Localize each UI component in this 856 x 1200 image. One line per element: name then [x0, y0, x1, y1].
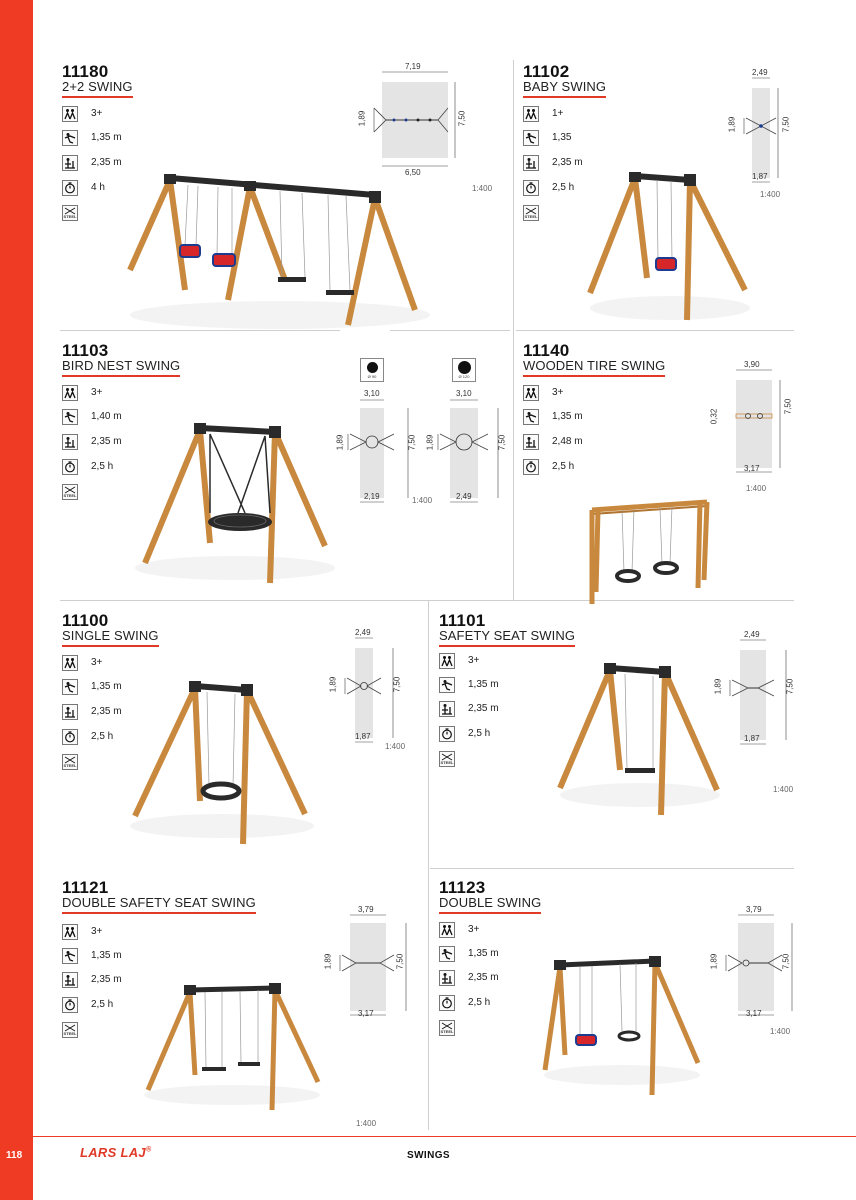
spec-installation-time-value: 2,5 h [552, 461, 575, 472]
section-title: SWINGS [407, 1150, 450, 1161]
age-icon [439, 653, 455, 669]
spec-safety-zone-value: 2,35 m [91, 436, 122, 447]
age-icon [523, 106, 539, 122]
plan-scale: 1:400 [770, 1027, 791, 1036]
divider-vertical-bottom [428, 600, 429, 1130]
fall-height-icon [62, 130, 78, 146]
plan-top-dimension: 2,49 [744, 630, 760, 639]
age-icon [439, 922, 455, 938]
spec-fall-height-value: 1,35 m [91, 132, 122, 143]
plan-right-dimension: 7,50 [457, 110, 467, 127]
safety-zone-icon [523, 434, 539, 450]
divider-vertical-top [513, 60, 514, 600]
plan-left-dimension: 1,89 [709, 953, 719, 970]
plan-lines [328, 905, 428, 1040]
product-name: SINGLE SWING [62, 628, 159, 647]
plan-lines [712, 360, 802, 495]
brand-logo-mark: ® [145, 1146, 152, 1154]
plan-diagram-11103-b [425, 358, 510, 508]
plan-bottom-dimension: 3,17 [746, 1009, 762, 1018]
plan-bottom-dimension: 3,17 [744, 464, 760, 473]
spec-safety-zone-value: 2,35 m [552, 157, 583, 168]
safety-zone-icon [62, 972, 78, 988]
page-number: 118 [6, 1150, 23, 1161]
installation-time-icon [62, 729, 78, 745]
safety-zone-icon [62, 704, 78, 720]
plan-bottom-dimension: 1,87 [355, 732, 371, 741]
fall-height-icon [62, 409, 78, 425]
safety-zone-icon [62, 434, 78, 450]
spec-safety-zone-value: 2,35 m [91, 974, 122, 985]
spec-age-value: 3+ [91, 108, 103, 119]
spec-fall-height-value: 1,40 m [91, 411, 122, 422]
fall-height-icon [523, 409, 539, 425]
plan-bottom-dimension: 6,50 [405, 168, 421, 177]
plan-scale: 1:400 [385, 742, 406, 751]
plan-right-dimension-2: 7,50 [497, 434, 507, 451]
plan-lines [340, 358, 420, 508]
product-name: WOODEN TIRE SWING [523, 358, 665, 377]
plan-diagram-11101 [713, 630, 808, 800]
divider-horizontal-row1-right [516, 330, 794, 331]
installation-time-icon [523, 459, 539, 475]
steel-icon-label: STEEL [63, 214, 77, 219]
spec-safety-zone-value: 2,35 m [91, 157, 122, 168]
plan-left-dimension: 1,89 [713, 678, 723, 695]
product-illustration-11103 [130, 418, 340, 588]
product-code: 11140 [523, 341, 570, 360]
steel-icon-label: STEEL [63, 763, 77, 768]
plan-top-dimension: 3,79 [358, 905, 374, 914]
product-illustration-11140 [582, 492, 722, 607]
fall-height-icon [523, 130, 539, 146]
installation-time-icon [62, 997, 78, 1013]
brand-logo-text: LARS LAJ [80, 1145, 146, 1160]
steel-icon-label: STEEL [440, 760, 454, 765]
plan-scale: 1:400 [760, 190, 781, 199]
plan-scale-11103: 1:400 [412, 496, 433, 505]
spec-installation-time-value: 2,5 h [468, 728, 491, 739]
nest-120-label: Ø 120 [458, 374, 470, 379]
steel-icon [62, 1022, 78, 1038]
plan-top-dimension: 3,90 [744, 360, 760, 369]
spec-installation-time-value: 2,5 h [91, 461, 114, 472]
plan-scale: 1:400 [356, 1119, 377, 1128]
plan-diagram-11140 [709, 360, 802, 495]
plan-left-dimension: 1,89 [357, 110, 367, 127]
spec-fall-height-value: 1,35 m [468, 948, 499, 959]
plan-bottom-dimension: 1,87 [744, 734, 760, 743]
plan-left-dimension: 1,89 [323, 953, 333, 970]
plan-top-dimension: 7,19 [405, 62, 421, 71]
spec-age-value: 1+ [552, 108, 564, 119]
plan-bottom-dimension: 3,17 [358, 1009, 374, 1018]
spec-safety-zone-value: 2,35 m [468, 703, 499, 714]
plan-right-dimension: 7,50 [407, 434, 417, 451]
installation-time-icon [439, 995, 455, 1011]
spec-safety-zone-value: 2,48 m [552, 436, 583, 447]
installation-time-icon [62, 459, 78, 475]
product-illustration-11102 [585, 168, 755, 328]
fall-height-icon [439, 677, 455, 693]
spec-installation-time-value: 2,5 h [552, 182, 575, 193]
product-illustration-11121 [140, 980, 325, 1115]
footer-rule [33, 1136, 856, 1137]
steel-icon [62, 484, 78, 500]
plan-lines-2 [430, 358, 510, 508]
plan-lines [333, 628, 423, 763]
product-code: 11123 [439, 878, 486, 897]
spec-age-value: 3+ [91, 657, 103, 668]
spec-fall-height-value: 1,35 m [91, 681, 122, 692]
plan-right-dimension: 7,50 [781, 953, 791, 970]
product-name: BIRD NEST SWING [62, 358, 180, 377]
fall-height-icon [62, 948, 78, 964]
plan-left-dimension-2: 1,89 [425, 434, 435, 451]
product-name: DOUBLE SAFETY SEAT SWING [62, 895, 256, 914]
product-illustration-11180 [120, 165, 440, 335]
product-code: 11102 [523, 62, 570, 81]
plan-right-dimension: 7,50 [395, 953, 405, 970]
installation-time-icon [62, 180, 78, 196]
spec-fall-height-value: 1,35 [552, 132, 572, 143]
product-code: 11101 [439, 611, 486, 630]
plan-bottom-dimension-2: 2,49 [456, 492, 472, 501]
age-icon [62, 924, 78, 940]
plan-top-dimension: 2,49 [355, 628, 371, 637]
product-name: BABY SWING [523, 79, 606, 98]
product-code: 11100 [62, 611, 109, 630]
product-name: DOUBLE SWING [439, 895, 541, 914]
divider-horizontal-row3 [430, 868, 794, 869]
age-icon [62, 106, 78, 122]
spec-age-value: 3+ [552, 387, 564, 398]
age-icon [62, 655, 78, 671]
plan-diagram-11121 [323, 905, 428, 1130]
safety-zone-icon [439, 970, 455, 986]
plan-left-dimension: 1,89 [727, 116, 737, 133]
plan-lines [718, 630, 808, 765]
spec-installation-time-value: 2,5 h [91, 731, 114, 742]
spec-installation-time-value: 2,5 h [468, 997, 491, 1008]
spec-age-value: 3+ [468, 655, 480, 666]
spec-safety-zone-value: 2,35 m [91, 706, 122, 717]
plan-left-dimension: 1,89 [328, 676, 338, 693]
safety-zone-icon [439, 701, 455, 717]
product-code: 11121 [62, 878, 109, 897]
product-illustration-11100 [125, 676, 320, 851]
brand-logo [80, 1145, 151, 1160]
plan-bottom-dimension: 2,19 [364, 492, 380, 501]
plan-right-dimension: 7,50 [783, 398, 793, 415]
product-name: SAFETY SEAT SWING [439, 628, 575, 647]
steel-icon [62, 205, 78, 221]
steel-icon [439, 751, 455, 767]
spec-installation-time-value: 2,5 h [91, 999, 114, 1010]
plan-diagram-11100 [328, 628, 423, 763]
safety-zone-icon [62, 155, 78, 171]
steel-icon-label: STEEL [63, 493, 77, 498]
fall-height-icon [439, 946, 455, 962]
plan-scale: 1:400 [472, 184, 493, 193]
plan-right-dimension: 7,50 [781, 116, 791, 133]
product-code: 11180 [62, 62, 109, 81]
plan-diagram-11103-a [335, 358, 420, 508]
spec-fall-height-value: 1,35 m [552, 411, 583, 422]
left-red-margin-bar [0, 0, 33, 1200]
age-icon [523, 385, 539, 401]
steel-icon [62, 754, 78, 770]
spec-age-value: 3+ [91, 926, 103, 937]
steel-icon-label: STEEL [440, 1029, 454, 1034]
installation-time-icon [523, 180, 539, 196]
spec-fall-height-value: 1,35 m [468, 679, 499, 690]
plan-scale: 1:400 [773, 785, 794, 794]
age-icon [62, 385, 78, 401]
safety-zone-icon [523, 155, 539, 171]
spec-installation-time-value: 4 h [91, 182, 105, 193]
nest-90-label: Ø 90 [367, 374, 377, 379]
plan-right-dimension: 7,50 [392, 676, 402, 693]
plan-left-dimension: 1,89 [335, 434, 345, 451]
plan-top-dimension: 2,49 [752, 68, 768, 77]
plan-scale: 1:400 [746, 484, 767, 493]
plan-bottom-dimension: 1,87 [752, 172, 768, 181]
plan-top-dimension: 3,79 [746, 905, 762, 914]
fall-height-icon [62, 679, 78, 695]
installation-time-icon [439, 726, 455, 742]
steel-icon-label: STEEL [524, 214, 538, 219]
steel-icon [439, 1020, 455, 1036]
steel-icon [523, 205, 539, 221]
product-code: 11103 [62, 341, 109, 360]
plan-left-dimension: 0,32 [709, 408, 719, 425]
plan-lines [712, 905, 807, 1040]
plan-diagram-11123 [709, 905, 807, 1040]
plan-right-dimension: 7,50 [785, 678, 795, 695]
plan-top-dimension-2: 3,10 [456, 389, 472, 398]
plan-top-dimension: 3,10 [364, 389, 380, 398]
spec-safety-zone-value: 2,35 m [468, 972, 499, 983]
steel-icon-label: STEEL [63, 1031, 77, 1036]
product-illustration-11101 [555, 660, 725, 820]
spec-fall-height-value: 1,35 m [91, 950, 122, 961]
product-name: 2+2 SWING [62, 79, 133, 98]
product-illustration-11123 [540, 955, 705, 1100]
spec-age-value: 3+ [468, 924, 480, 935]
spec-age-value: 3+ [91, 387, 103, 398]
